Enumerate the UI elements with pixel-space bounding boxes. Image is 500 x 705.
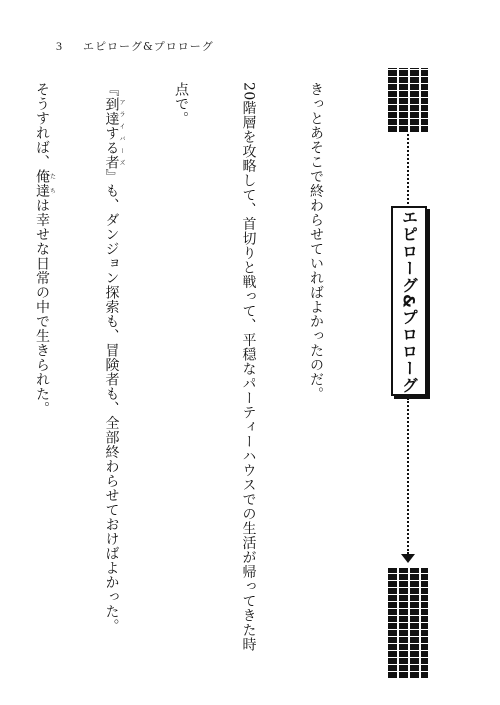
arrow-down-icon — [401, 554, 415, 563]
chapter-title: エピローグ&プロローグ — [391, 206, 427, 396]
running-title: エピローグ&プロローグ — [83, 40, 214, 53]
brick-decoration-bottom — [388, 568, 428, 678]
body-line: 20階層を攻略して、首切りと戦って、平穏なパーティーハウスでの生活が帰ってきた時 — [240, 82, 257, 652]
body-line: そうすれば、俺達たちは幸せな日常の中で生きられた。 — [34, 82, 56, 416]
running-header — [56, 38, 214, 54]
body-line: 点で。 — [173, 82, 189, 126]
brick-decoration-top — [388, 68, 428, 132]
body-text — [34, 82, 372, 682]
dotted-connector-bottom — [407, 398, 409, 554]
body-line: 『到達する者アライバーズ』も、ダンジョン探索も、冒険者も、全部終わらせておけばよかった。 — [103, 82, 125, 633]
body-line: きっとあそこで終わらせていればよかったのだ。 — [308, 82, 324, 401]
page-number: 3 — [56, 38, 63, 53]
chapter-title-strip — [388, 68, 428, 678]
dotted-connector-top — [407, 134, 409, 204]
